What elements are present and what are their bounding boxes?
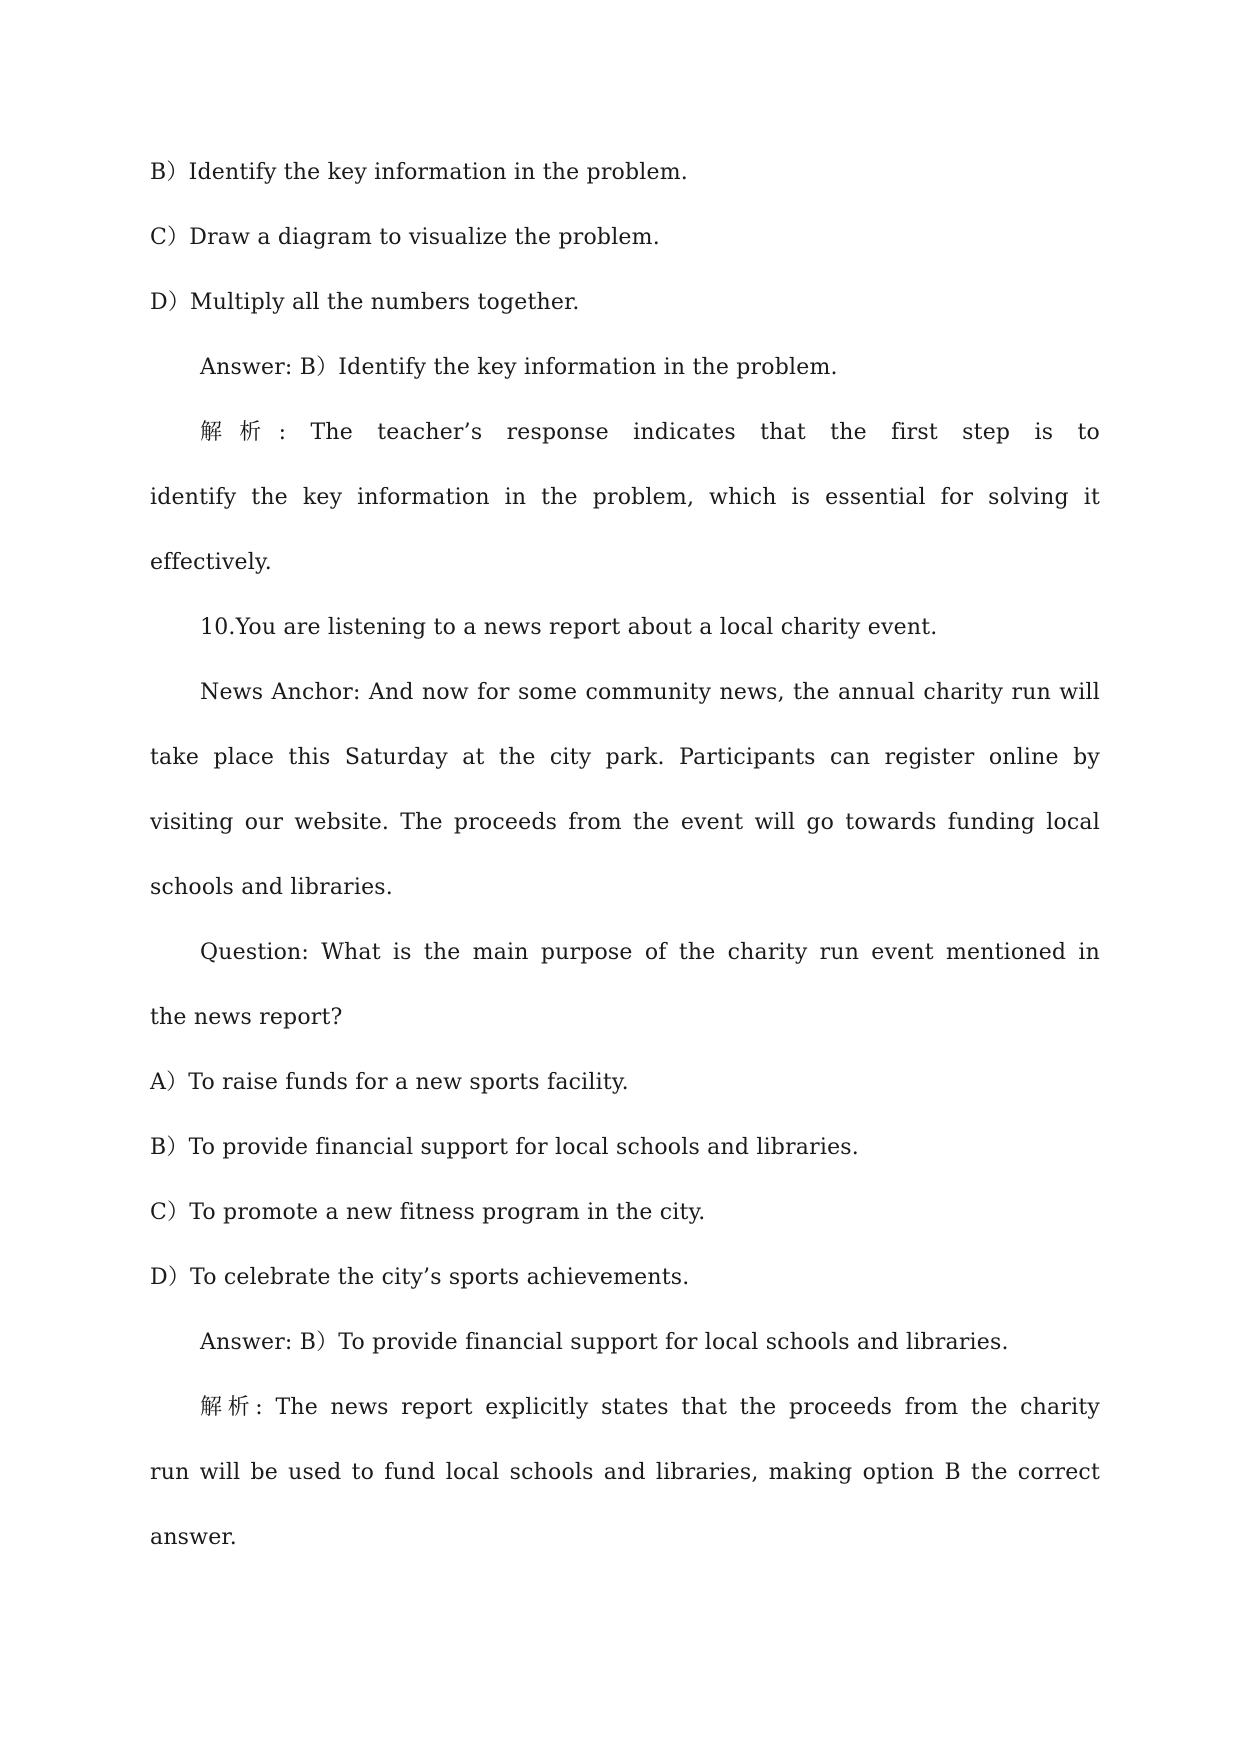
question-line: Question: What is the main purpose of the charity run event mentioned in [200, 940, 1100, 965]
news-line: News Anchor: And now for some community news, the annual charity run will [200, 680, 1100, 705]
document-page [150, 140, 1100, 1570]
option-b: B）Identify the key information in the problem. [150, 160, 688, 185]
option-a: A）To raise funds for a new sports facility. [150, 1070, 629, 1095]
option-b: B）To provide financial support for local schools and libraries. [150, 1135, 859, 1160]
analysis-line: 解析: The teacher’s response indicates that the first step is to [200, 420, 1100, 445]
news-line: schools and libraries. [150, 875, 393, 900]
question-line: the news report? [150, 1005, 343, 1030]
analysis-line: answer. [150, 1525, 237, 1550]
analysis-line: effectively. [150, 550, 272, 575]
option-d: D）To celebrate the city’s sports achievements. [150, 1265, 690, 1290]
option-c: C）To promote a new fitness program in the city. [150, 1200, 706, 1225]
option-d: D）Multiply all the numbers together. [150, 290, 580, 315]
option-c: C）Draw a diagram to visualize the problem. [150, 225, 660, 250]
news-line: visiting our website. The proceeds from the event will go towards funding local [150, 810, 1100, 835]
answer: Answer: B）To provide financial support for local schools and libraries. [200, 1330, 1009, 1355]
analysis-line: identify the key information in the problem, which is essential for solving it [150, 485, 1100, 510]
question-intro: 10.You are listening to a news report about a local charity event. [200, 615, 938, 640]
analysis-line: 解析: The news report explicitly states that the proceeds from the charity [200, 1395, 1100, 1420]
answer: Answer: B）Identify the key information in the problem. [200, 355, 838, 380]
analysis-line: run will be used to fund local schools and libraries, making option B the correct [150, 1460, 1100, 1485]
news-line: take place this Saturday at the city park. Participants can register online by [150, 745, 1100, 770]
